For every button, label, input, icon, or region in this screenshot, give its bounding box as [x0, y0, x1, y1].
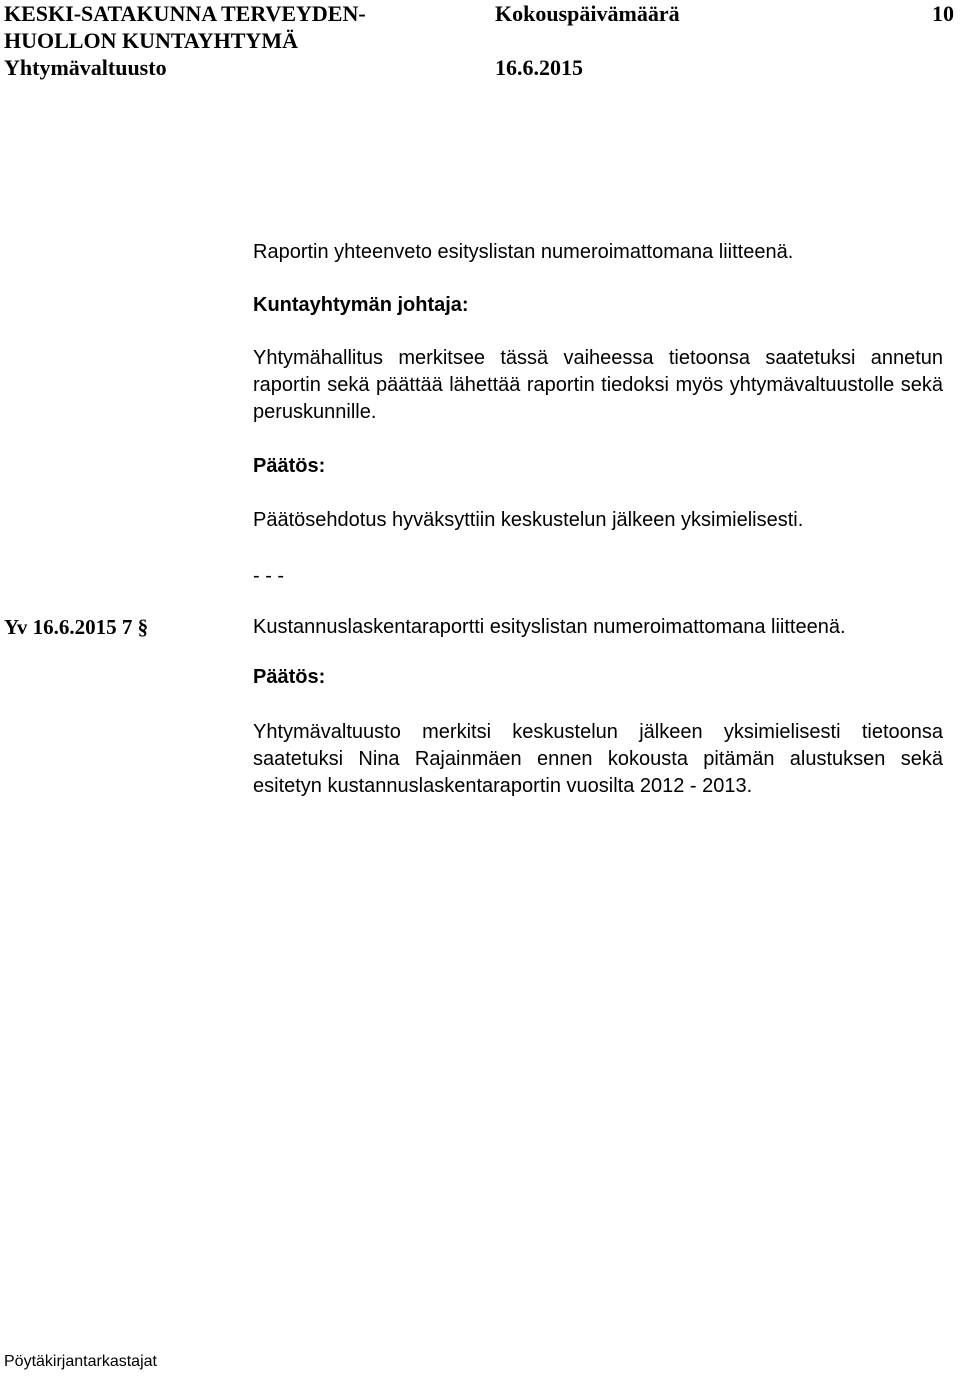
section-separator: - - - — [253, 565, 285, 587]
meeting-date: 16.6.2015 — [495, 55, 583, 80]
section-title: Kustannuslaskentaraportti esityslistan numeroimattomana liitteenä. — [253, 616, 846, 638]
section-reference: Yv 16.6.2015 7 § — [4, 615, 149, 639]
decision-label: Päätös: — [253, 455, 326, 477]
governing-body-name: Yhtymävaltuusto — [4, 55, 167, 80]
meeting-date-label: Kokouspäivämäärä — [495, 1, 680, 26]
decision-label: Päätös: — [253, 666, 326, 688]
report-summary-text: Raportin yhteenveto esityslistan numeroimattomana liitteenä. — [253, 241, 794, 263]
decision-paragraph: Yhtymävaltuusto merkitsi keskustelun jälkeen yksimielisesti tietoonsa saatetuksi Nina Rajainmäen ennen kokousta pitämän alustuksen sekä esitetyn kustannuslaskentaraportin vuosilta 2012 - 2013. — [253, 721, 943, 797]
page-number: 10 — [932, 1, 954, 26]
board-proposal-paragraph: Yhtymähallitus merkitsee tässä vaiheessa tietoonsa saatetuksi annetun raportin sekä päättää lähettää raportin tiedoksi myös yhtymävaltuustolle sekä peruskunnille. — [253, 347, 943, 423]
organization-name-line2: HUOLLON KUNTAYHTYMÄ — [4, 28, 298, 53]
minutes-checkers-label: Pöytäkirjantarkastajat — [4, 1353, 157, 1370]
organization-name-line1: KESKI-SATAKUNNA TERVEYDEN- — [4, 1, 366, 26]
decision-text: Päätösehdotus hyväksyttiin keskustelun jälkeen yksimielisesti. — [253, 509, 804, 531]
director-heading: Kuntayhtymän johtaja: — [253, 294, 469, 316]
